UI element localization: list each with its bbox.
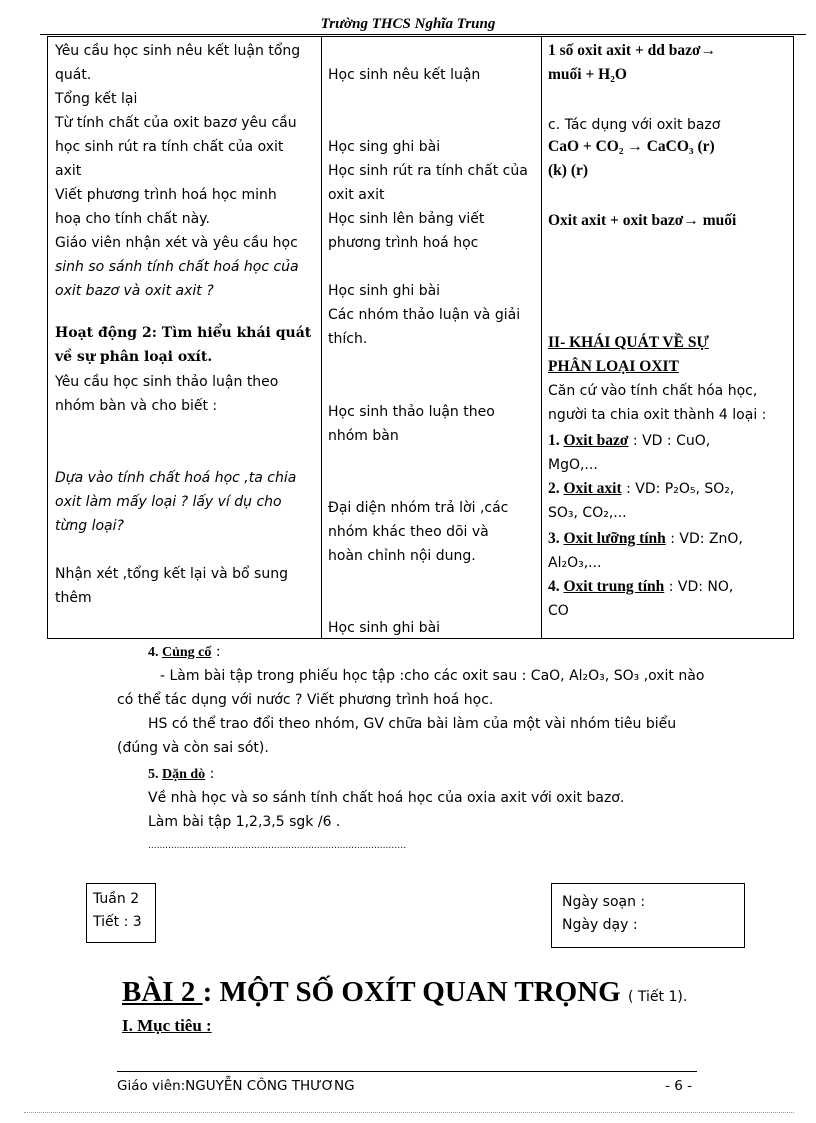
col2-line: nhóm bàn [328, 428, 399, 444]
col3-line: c. Tác dụng với oxit bazơ [548, 117, 721, 133]
dando-line: Làm bài tập 1,2,3,5 sgk /6 . [148, 814, 341, 830]
teacher-activity-column [48, 37, 322, 639]
col1-line: hoạ cho tính chất này. [55, 211, 210, 227]
content-column [542, 37, 794, 639]
col1-line: sinh so sánh tính chất hoá học của [55, 259, 299, 275]
col3-line: MgO,... [548, 457, 598, 473]
col1-line: oxit làm mấy loại ? lấy ví dụ cho [55, 494, 282, 510]
col1-line: axit [55, 163, 82, 179]
col1-line: học sinh rút ra tính chất của oxit [55, 139, 284, 155]
col2-line: hoàn chỉnh nội dung. [328, 548, 476, 564]
col2-line: thích. [328, 331, 368, 347]
week-label: Tuần 2 [93, 891, 140, 907]
col2-line: Học sinh lên bảng viết [328, 211, 485, 227]
col2-line: Học sinh rút ra tính chất của [328, 163, 528, 179]
col1-line: nhóm bàn và cho biết : [55, 398, 218, 414]
col2-line: nhóm khác theo dõi và [328, 524, 489, 540]
col2-line: Các nhóm thảo luận và giải [328, 307, 521, 323]
page-number: - 6 - [665, 1078, 692, 1094]
student-activity-column [322, 37, 542, 639]
col3-line: 1 số oxit axit + dd bazơ→ [548, 42, 717, 59]
col3-line: (k) (r) [548, 162, 589, 179]
col2-line: Học sinh ghi bài [328, 283, 441, 299]
cungco-heading: 4. Củng cố : [148, 644, 221, 660]
cungco-line: HS có thể trao đổi theo nhóm, GV chữa bài làm của một vài nhóm tiêu biểu [148, 716, 677, 732]
cungco-line: có thể tác dụng với nước ? Viết phương trình hoá học. [117, 692, 494, 708]
page-footer [117, 1078, 697, 1094]
col1-line: Nhận xét ,tổng kết lại và bổ sung [55, 566, 288, 582]
col2-line: oxit axit [328, 187, 385, 203]
col3-line: muối + H₂O [548, 66, 627, 83]
col3-line: Oxit axit + oxit bazơ→ muối [548, 212, 737, 229]
col1-line: oxit bazơ và oxit axit ? [55, 283, 214, 299]
teach-date-label: Ngày dạy : [562, 917, 638, 933]
col3-equation: CaO + CO₂ → CaCO₃ (r) [548, 138, 715, 155]
col1-line: từng loại? [55, 518, 124, 534]
col1-line: Yêu cầu học sinh nêu kết luận tổng [55, 43, 301, 59]
col2-line: Học sing ghi bài [328, 139, 441, 155]
page-edge [24, 1112, 794, 1113]
col2-line: Học sinh thảo luận theo [328, 404, 495, 420]
period-label: Tiết : 3 [93, 914, 142, 930]
oxide-type-1: 1. Oxit bazơ : VD : CuO, [548, 432, 711, 449]
col1-line: Giáo viên nhận xét và yêu cầu học [55, 235, 298, 251]
col2-line: Đại diện nhóm trả lời ,các [328, 500, 509, 516]
col3-line: Căn cứ vào tính chất hóa học, [548, 383, 758, 399]
dando-heading: 5. Dặn dò : [148, 766, 215, 782]
lesson-title: BÀI 2 : MỘT SỐ OXÍT QUAN TRỌNG ( Tiết 1). [122, 976, 688, 1008]
teacher-name: Giáo viên:NGUYỄN CÔNG THƯƠNG [117, 1078, 355, 1094]
footer-rule [117, 1071, 697, 1072]
dotted-separator: ....................................................................................…… [148, 841, 407, 851]
col1-line: Viết phương trình hoá học minh [55, 187, 277, 203]
lesson-table [47, 36, 794, 639]
header-rule [40, 34, 806, 35]
col3-line: Al₂O₃,... [548, 555, 602, 571]
oxide-type-4: 4. Oxit trung tính : VD: NO, [548, 578, 734, 595]
col1-line: quát. [55, 67, 92, 83]
col3-line: SO₃, CO₂,... [548, 505, 627, 521]
activity-2-heading: Hoạt động 2: Tìm hiểu khái quát [55, 325, 312, 341]
section-ii-heading-cont: PHÂN LOẠI OXIT [548, 358, 679, 375]
col1-line: Dựa vào tính chất hoá học ,ta chia [55, 470, 297, 486]
col2-line: phương trình hoá học [328, 235, 479, 251]
col3-line: CO [548, 603, 569, 619]
col2-line: Học sinh nêu kết luận [328, 67, 481, 83]
col3-line: người ta chia oxit thành 4 loại : [548, 407, 767, 423]
cungco-line: - Làm bài tập trong phiếu học tập :cho các oxit sau : CaO, Al₂O₃, SO₃ ,oxit nào [160, 668, 705, 684]
col1-line: thêm [55, 590, 92, 606]
date-box [551, 883, 745, 948]
week-box [86, 883, 156, 943]
cungco-line: (đúng và còn sai sót). [117, 740, 269, 756]
prep-date-label: Ngày soạn : [562, 894, 646, 910]
objectives-heading: I. Mục tiêu : [122, 1016, 212, 1035]
oxide-type-3: 3. Oxit lưỡng tính : VD: ZnO, [548, 530, 743, 547]
col1-line: Yêu cầu học sinh thảo luận theo [55, 374, 279, 390]
page-header-school: Trường THCS Nghĩa Trung [320, 16, 496, 32]
col1-line: Tổng kết lại [55, 91, 138, 107]
activity-2-heading-cont: về sự phân loại oxít. [55, 349, 213, 365]
oxide-type-2: 2. Oxit axit : VD: P₂O₅, SO₂, [548, 480, 735, 497]
col2-line: Học sinh ghi bài [328, 620, 441, 636]
col1-line: Từ tính chất của oxit bazơ yêu cầu [55, 115, 297, 131]
section-ii-heading: II- KHÁI QUÁT VỀ SỰ [548, 334, 709, 351]
dando-line: Về nhà học và so sánh tính chất hoá học của oxia axit với oxit bazơ. [148, 790, 625, 806]
